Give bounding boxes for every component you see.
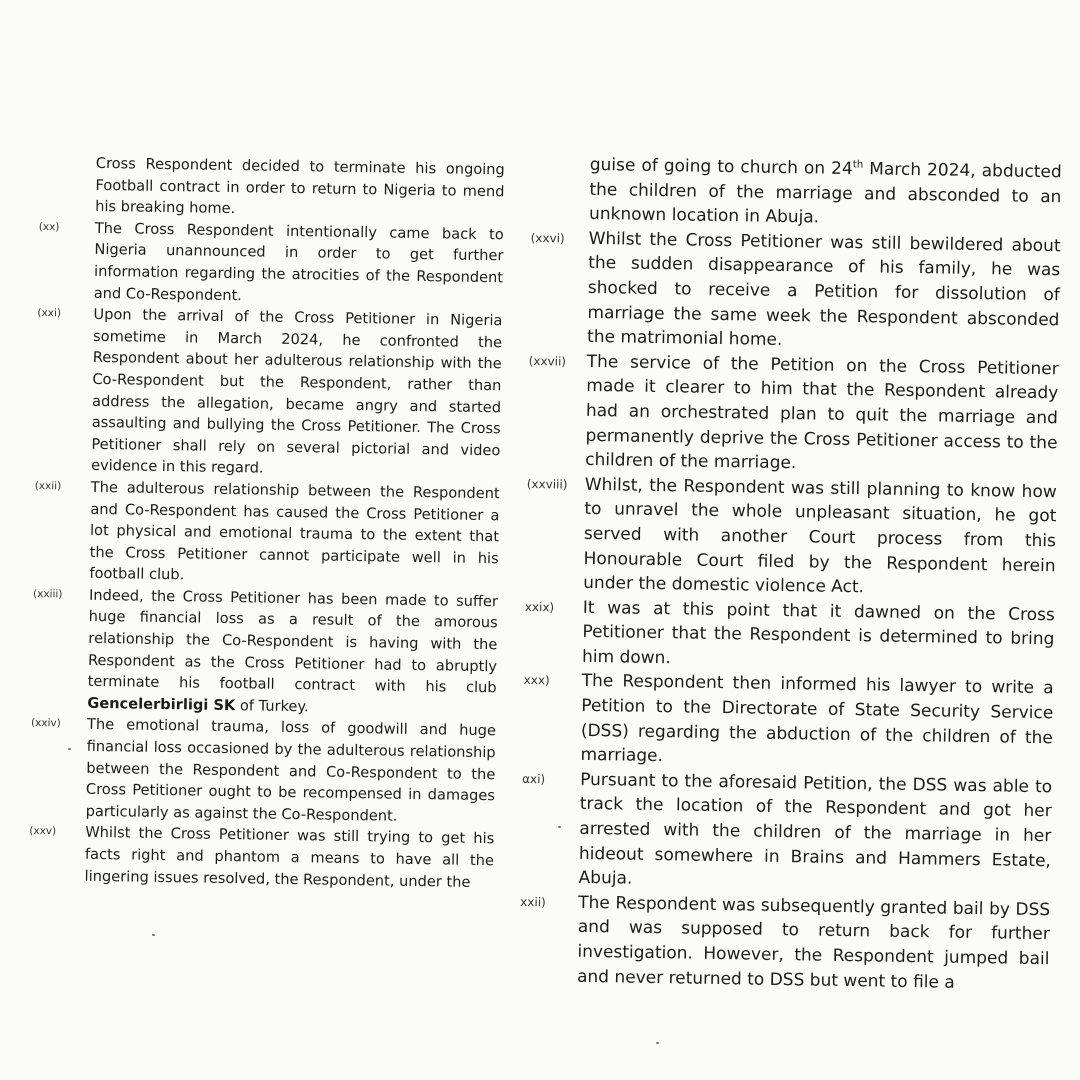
paragraph-xx bbox=[38, 217, 504, 311]
paragraph-number: (xxvii) bbox=[528, 353, 567, 369]
continuation-text-before: guise of going to church on 24 bbox=[589, 154, 853, 180]
right-continuation-paragraph bbox=[531, 152, 1062, 234]
paragraph-text: It was at this point that it dawned on the Cross Petitioner that the Respondent is determined to bring him down. bbox=[581, 597, 1055, 669]
ordinal-suffix: th bbox=[852, 159, 864, 171]
paragraph-xxviii bbox=[525, 472, 1057, 603]
paragraph-number: (xxiii) bbox=[32, 587, 63, 601]
paragraph-xxix bbox=[524, 595, 1055, 677]
paragraph-number: (xxvi) bbox=[530, 230, 565, 246]
paragraph-text: Pursuant to the aforesaid Petition, the DSS was able to track the location of the Respondent and got her arrested with the children of the marriage in her hideout somewhere in Brains and Hammers Estate, Abuja. bbox=[578, 769, 1053, 889]
paragraph-text-after-club: of Turkey. bbox=[235, 696, 309, 716]
paragraph-xxi bbox=[35, 303, 503, 483]
continuation-text-after: March 2024, abducted the children of the marriage and absconded to an unknown location in Abuja. bbox=[588, 159, 1062, 228]
scan-speck bbox=[152, 934, 155, 936]
club-name: Gencelerbirligi SK bbox=[87, 694, 236, 714]
paragraph-text-before-club: Indeed, the Cross Petitioner has been made to suffer huge financial loss as a result of the amorous relationship the Co-Respondent is having with the Respondent as the Cross Petitioner had to abruptly terminate his football contract with his club bbox=[87, 586, 499, 697]
scan-speck bbox=[656, 1042, 659, 1044]
paragraph-number: αxi) bbox=[522, 771, 546, 787]
paragraph-number: (xxiv) bbox=[30, 717, 61, 730]
paragraph-xxxi bbox=[520, 767, 1052, 898]
paragraph-text: The Respondent then informed his lawyer to write a Petition to the Directorate of State Security Service (DSS) regarding the abduction of the children of the marriage. bbox=[580, 671, 1054, 767]
paragraph-number: (xxii) bbox=[34, 479, 62, 493]
paragraph-xxiii bbox=[31, 584, 498, 721]
paragraph-number: (xxv) bbox=[29, 825, 57, 838]
paragraph-text bbox=[87, 585, 498, 721]
paragraph-text: Cross Respondent decided to terminate his ongoing Football contract in order to return to Nigeria to mend his breaking home. bbox=[95, 154, 505, 218]
scan-speck bbox=[558, 826, 561, 828]
paragraph-xxxii bbox=[519, 890, 1050, 997]
left-column bbox=[28, 152, 504, 893]
paragraph-xxii bbox=[33, 476, 500, 591]
paragraph-text: The emotional trauma, loss of goodwill and huge financial loss occasioned by the adulterous relationship between the Respondent and Co-Respondent to the Cross Petitioner ought to be recompensed in damages particularly as against the Co-Respondent. bbox=[85, 716, 497, 825]
paragraph-xxx bbox=[522, 668, 1053, 775]
paragraph-text bbox=[589, 153, 1062, 234]
paragraph-text: The Respondent was subsequently granted bail by DSS and was supposed to return back for further investigation. However, the Respondent jumped bail and never returned to DSS but went to file a bbox=[576, 892, 1051, 993]
paragraph-number: xxx) bbox=[523, 673, 550, 688]
paragraph-text: The service of the Petition on the Cross Petitioner made it clearer to him that the Respondent already had an orchestrated plan to quit the marriage and permanently deprive the Cross Petitioner access to the children of the marriage. bbox=[585, 351, 1059, 474]
paragraph-text: The Cross Respondent intentionally came back to Nigeria unannounced in order to get further information regarding the atrocities of the Respondent and Co-Respondent. bbox=[93, 219, 504, 304]
paragraph-text: Upon the arrival of the Cross Petitioner in Nigeria sometime in March 2024, he confronted the Respondent about her adulterous relationship with the Co-Respondent but the Respondent, rather than address the allegation, became angry and started assaulting and bullying the Cross Petitioner. The Cross Petitioner shall rely on several pictorial and video evidence in this regard. bbox=[90, 306, 503, 477]
paragraph-xxiv bbox=[29, 713, 496, 828]
paragraph-number: xxii) bbox=[520, 894, 546, 910]
scan-speck bbox=[68, 748, 71, 750]
paragraph-number: (xxviii) bbox=[526, 476, 568, 492]
left-continuation-paragraph bbox=[39, 152, 505, 224]
paragraph-text: Whilst, the Respondent was still planning to know how to unravel the whole unpleasant situation, he got served with another Court process from this Honourable Court filed by the Respondent herein under the domestic violence Act. bbox=[583, 474, 1057, 598]
paragraph-number: xxix) bbox=[524, 599, 555, 615]
paragraph-number: (xxi) bbox=[37, 307, 62, 320]
paragraph-text: The adulterous relationship between the Respondent and Co-Respondent has caused the Cross Petitioner a lot physical and emotional trauma to the extent that the Cross Petitioner cannot participate well in his football club. bbox=[89, 478, 500, 584]
paragraph-text: Whilst the Cross Petitioner was still trying to get his facts right and phantom a means to have all the lingering issues resolved, the Respondent, under the bbox=[84, 824, 495, 891]
paragraph-xxvi bbox=[529, 226, 1061, 357]
paragraph-xxv bbox=[28, 821, 494, 893]
paragraph-xxvii bbox=[527, 349, 1059, 480]
paragraph-number: (xx) bbox=[38, 220, 60, 234]
right-column bbox=[519, 152, 1062, 996]
paragraph-text: Whilst the Cross Petitioner was still bewildered about the sudden disappearance of his family, he was shocked to receive a Petition for dissolution of marriage the same week the Respondent absconded the matrimonial home. bbox=[586, 228, 1061, 351]
